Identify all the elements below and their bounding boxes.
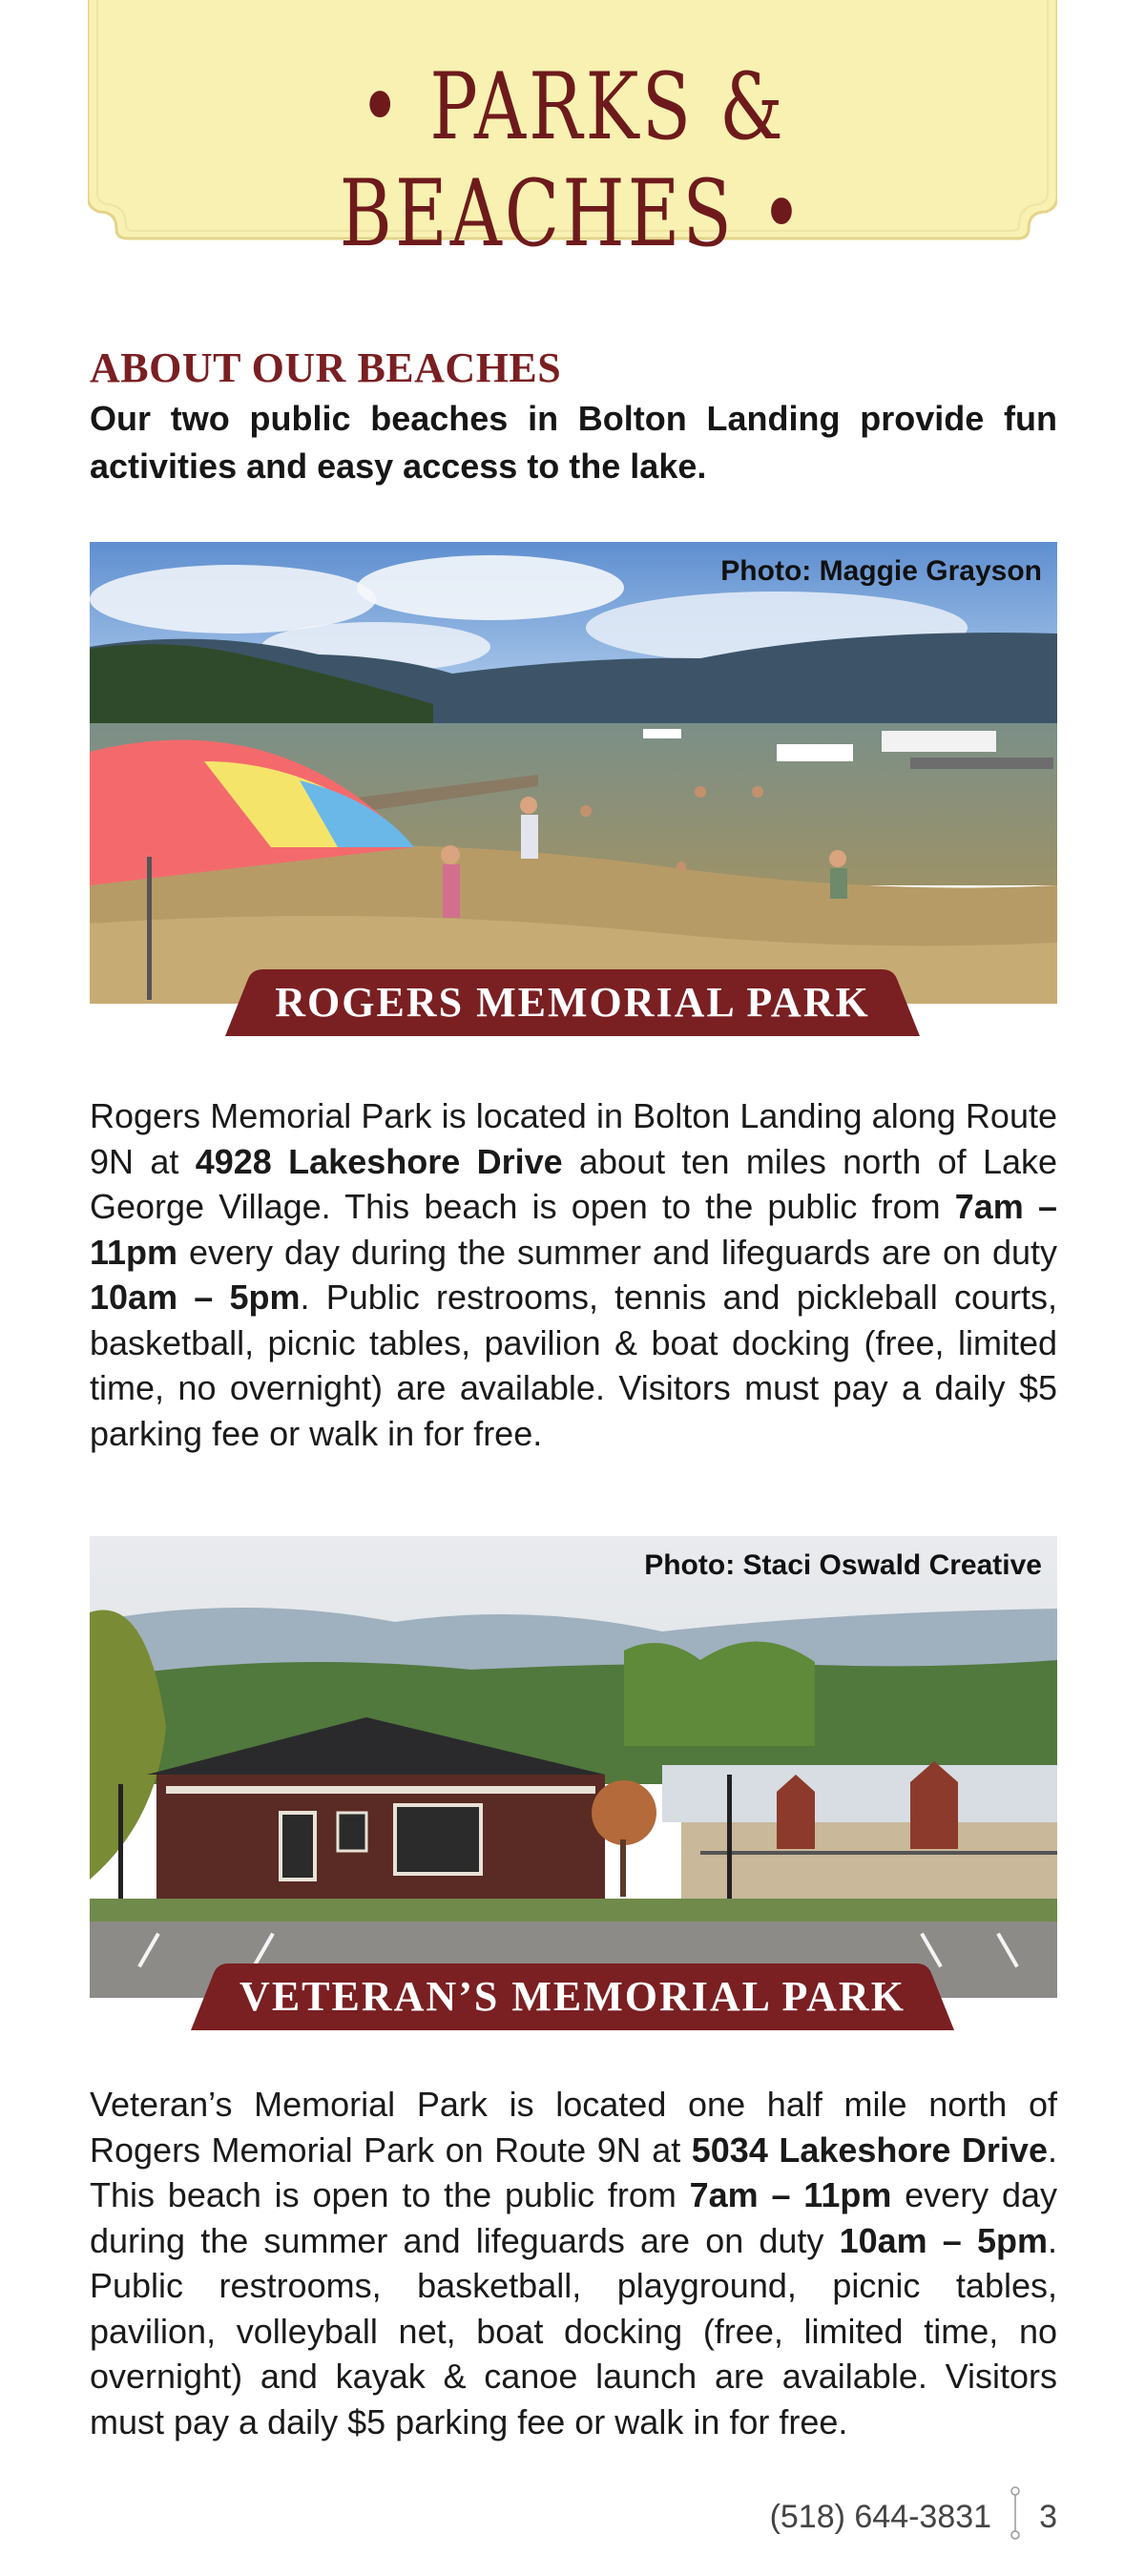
veterans-park-ribbon [191,1963,954,2030]
address: 5034 Lakeshore Drive [691,2129,1048,2170]
rogers-park-description [90,1093,1057,1456]
title-banner [88,0,1057,267]
page-number: 3 [1039,2498,1057,2535]
divider-icon [1009,2485,1022,2549]
section-heading: ABOUT OUR BEACHES [90,344,562,391]
phone-number: (518) 644-3831 [769,2498,992,2535]
page-title: • PARKS & BEACHES • [339,53,806,267]
photo-credit: Photo: Maggie Grayson [720,555,1042,587]
desc-text: Veteran’s Memorial Park is located one half mile north of Rogers Memorial Park on Route 9N at [90,2085,1057,2170]
rogers-park-ribbon [225,969,920,1036]
desc-text: every day during the summer and lifeguards are on duty [90,2175,1058,2260]
desc-text: . Public restrooms, basketball, playground, picnic tables, pavilion, volleyball net, boat docking (free, limited time, no overnight) and kayak & canoe launch are available. Visitors must pay a daily $5 parking fee or walk in for free. [90,2220,1058,2441]
desc-text: Rogers Memorial Park is located in Bolton Landing along Route 9N at [90,1096,1057,1181]
open-hours: 7am – 11pm [689,2175,892,2214]
open-hours: 7am – 11pm [90,1187,1057,1272]
lifeguard-hours: 10am – 5pm [90,1278,301,1317]
veterans-park-description [90,2082,1057,2444]
park-name: VETERAN’S MEMORIAL PARK [239,1973,906,2020]
park-name: ROGERS MEMORIAL PARK [275,979,870,1026]
address: 4928 Lakeshore Drive [195,1141,563,1181]
desc-text: . Public restrooms, tennis and pickleball courts, basketball, picnic tables, pavilion & boat docking (free, limited time, no overnight) are available. Visitors must pay a daily $5 parking fee or walk in for free. [90,1278,1058,1453]
page-footer [770,2488,1057,2545]
beach-scene-image [90,542,1057,1004]
desc-text: . This beach is open to the public from [90,2129,1057,2214]
intro-text: Our two public beaches in Bolton Landing provide fun activities and easy access to the lake. [90,399,1057,486]
photo-credit: Photo: Staci Oswald Creative [644,1549,1042,1581]
lifeguard-hours: 10am – 5pm [839,2220,1048,2260]
veterans-park-photo [90,1536,1057,1998]
rogers-park-photo [90,542,1057,1004]
park-scene-image [90,1536,1057,1998]
desc-text: about ten miles north of Lake George Village. This beach is open to the public from [90,1141,1058,1226]
desc-text: every day during the summer and lifeguards are on duty [177,1232,1057,1272]
